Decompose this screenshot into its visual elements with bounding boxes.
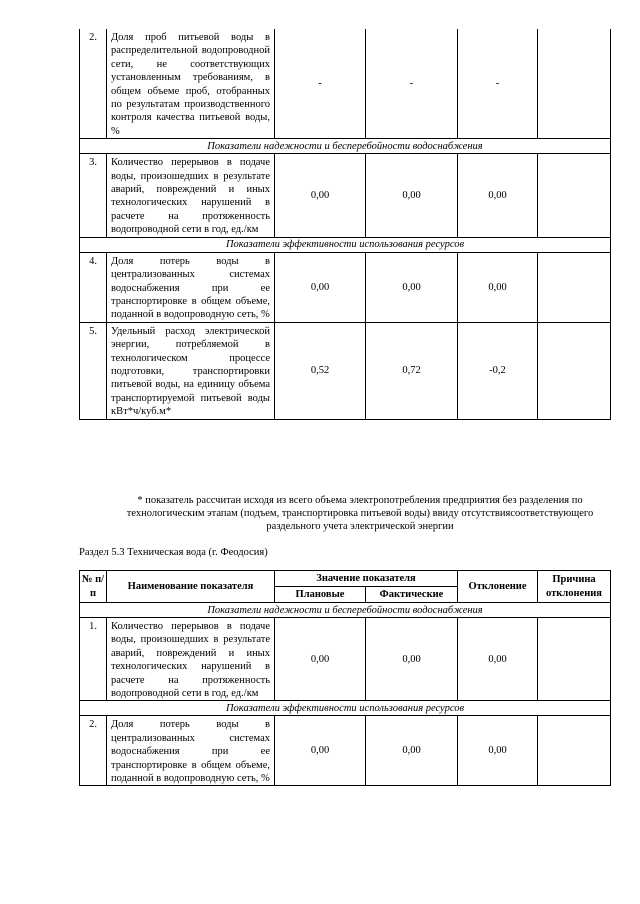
deviation-reason	[538, 618, 611, 701]
fact-value: 0,00	[366, 252, 458, 322]
table-row	[80, 618, 611, 701]
plan-value: 0,00	[275, 716, 366, 786]
section-row	[80, 603, 611, 618]
fact-value: 0,72	[366, 322, 458, 419]
header-reason: Причина отклонения	[538, 571, 611, 603]
section-title: Показатели надежности и бесперебойности водоснабжения	[80, 603, 611, 618]
row-number: 5.	[80, 322, 107, 419]
deviation-value: 0,00	[458, 154, 538, 237]
row-number: 1.	[80, 618, 107, 701]
fact-value: 0,00	[366, 154, 458, 237]
indicator-name: Удельный расход электрической энергии, потребляемой в технологическом процессе подготовки, транспортировки питьевой воды, на единицу объема транспортируемой питьевой воды кВт*ч/куб.м*	[107, 322, 275, 419]
deviation-value: -	[458, 29, 538, 139]
row-number: 4.	[80, 252, 107, 322]
plan-value: 0,52	[275, 322, 366, 419]
plan-value: 0,00	[275, 618, 366, 701]
table-row	[80, 322, 611, 419]
plan-value: -	[275, 29, 366, 139]
header-name: Наименование показателя	[107, 571, 275, 603]
header-value: Значение показателя	[275, 571, 458, 587]
deviation-value: 0,00	[458, 252, 538, 322]
deviation-reason	[538, 252, 611, 322]
header-plan: Плановые	[275, 587, 366, 603]
deviation-reason	[538, 29, 611, 139]
header-fact: Фактические	[366, 587, 458, 603]
deviation-reason	[538, 154, 611, 237]
indicators-table-continued	[79, 29, 611, 420]
plan-value: 0,00	[275, 154, 366, 237]
fact-value: 0,00	[366, 716, 458, 786]
indicator-name: Доля потерь воды в централизованных системах водоснабжения при ее транспортировке в общем объеме, поданной в водопроводную сеть, %	[107, 252, 275, 322]
indicator-name: Доля проб питьевой воды в распределительной водопроводной сети, не соответствующих установленным требованиям, в общем объеме проб, отобранных по результатам производственного контроля качества питьевой воды, %	[107, 29, 275, 139]
footnote: * показатель рассчитан исходя из всего объема электропотребления предприятия без разделения по технологическим этапам (подъем, транспортировка питьевой воды) ввиду отсутствиясоответствующего раздельного учета электрической энергии	[126, 495, 594, 532]
table-header	[80, 571, 611, 603]
section-title: Показатели эффективности использования ресурсов	[80, 237, 611, 252]
fact-value: -	[366, 29, 458, 139]
row-number: 3.	[80, 154, 107, 237]
indicators-table-body	[80, 29, 611, 419]
technical-water-table-body	[80, 603, 611, 786]
deviation-reason	[538, 716, 611, 786]
indicator-name: Количество перерывов в подаче воды, произошедших в результате аварий, повреждений и иных технологических нарушений в расчете на протяженность водопроводной сети в год, ед./км	[107, 154, 275, 237]
section-row	[80, 237, 611, 252]
plan-value: 0,00	[275, 252, 366, 322]
table-row	[80, 154, 611, 237]
section-title: Показатели эффективности использования ресурсов	[80, 701, 611, 716]
fact-value: 0,00	[366, 618, 458, 701]
table-row	[80, 716, 611, 786]
section-row	[80, 701, 611, 716]
deviation-value: 0,00	[458, 716, 538, 786]
row-number: 2.	[80, 29, 107, 139]
indicator-name: Доля потерь воды в централизованных системах водоснабжения при ее транспортировке в общем объеме, поданной в водопроводную сеть, %	[107, 716, 275, 786]
header-num: № п/п	[80, 571, 107, 603]
header-deviation: Отклонение	[458, 571, 538, 603]
section-title: Показатели надежности и бесперебойности водоснабжения	[80, 139, 611, 154]
row-number: 2.	[80, 716, 107, 786]
table-row	[80, 29, 611, 139]
deviation-value: -0,2	[458, 322, 538, 419]
deviation-value: 0,00	[458, 618, 538, 701]
deviation-reason	[538, 322, 611, 419]
table-row	[80, 252, 611, 322]
section-caption: Раздел 5.3 Техническая вода (г. Феодосия)	[79, 547, 268, 558]
technical-water-table	[79, 570, 611, 786]
indicator-name: Количество перерывов в подаче воды, произошедших в результате аварий, повреждений и иных технологических нарушений в расчете на протяженность водопроводной сети в год, ед./км	[107, 618, 275, 701]
section-row	[80, 139, 611, 154]
